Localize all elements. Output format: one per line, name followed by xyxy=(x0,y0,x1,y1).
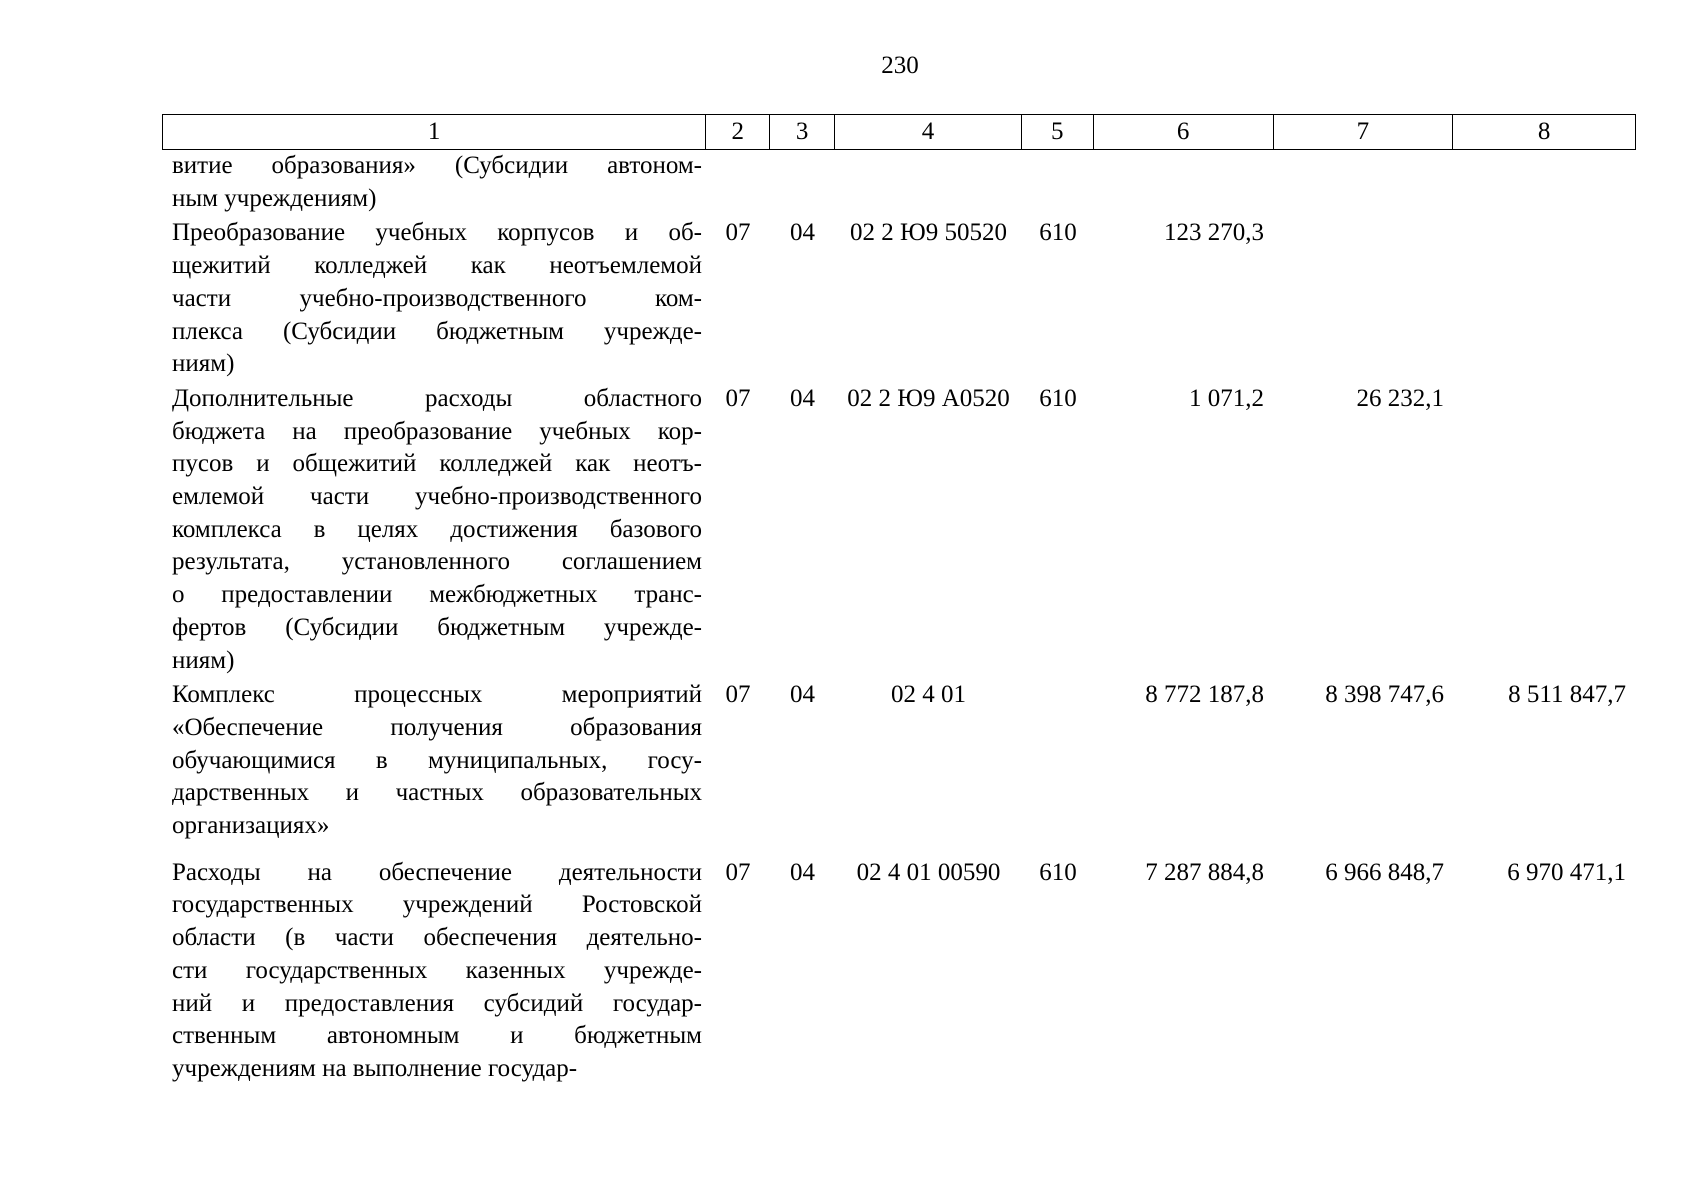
amount-year-1 xyxy=(1094,150,1274,215)
target-article-code: 02 2 Ю9 50520 xyxy=(850,219,1007,247)
amount-year-2: 8 398 747,6 xyxy=(1325,681,1444,709)
amount-year-1: 1 071,2 xyxy=(1189,384,1264,412)
header-col-2: 2 xyxy=(706,115,770,149)
table-row xyxy=(162,679,1636,843)
description-line: Дополнительные расходы областного xyxy=(172,384,702,412)
header-col-6: 6 xyxy=(1094,115,1274,149)
header-col-4: 4 xyxy=(835,115,1022,149)
table-row xyxy=(162,150,1636,215)
amount-year-3 xyxy=(1454,383,1636,677)
amount-year-1: 7 287 884,8 xyxy=(1145,858,1264,886)
table-body xyxy=(162,150,1636,1086)
description-line: ниям) xyxy=(172,646,235,674)
row-description xyxy=(162,383,706,677)
description-line: организациях» xyxy=(172,812,330,840)
description-line: о предоставлении межбюджетных транс- xyxy=(172,581,702,609)
description-line: «Обеспечение получения образования xyxy=(172,713,702,741)
description-line: Расходы на обеспечение деятельности xyxy=(172,858,702,886)
expense-type-code: 610 xyxy=(1039,858,1077,886)
description-line: Комплекс процессных мероприятий xyxy=(172,681,702,709)
amount-year-2: 26 232,1 xyxy=(1356,384,1444,412)
description-line: ниям) xyxy=(172,350,235,378)
section-code: 07 xyxy=(725,681,751,709)
row-description xyxy=(162,217,706,381)
target-article-code: 02 4 01 xyxy=(891,681,966,709)
header-col-8: 8 xyxy=(1537,118,1551,145)
table-row xyxy=(162,857,1636,1086)
expense-type-code: 610 xyxy=(1039,384,1077,412)
description-line: дарственных и частных образовательных xyxy=(172,779,702,807)
table-header-row xyxy=(162,114,1636,150)
header-col-3: 3 xyxy=(770,115,835,149)
row-description xyxy=(162,150,706,215)
subsection-code: 04 xyxy=(790,858,815,886)
subsection-code xyxy=(770,150,835,215)
description-line: пусов и общежитий колледжей как неотъ- xyxy=(172,450,702,478)
description-line: щежитий колледжей как неотъемлемой xyxy=(172,252,702,280)
description-line: учреждениям на выполнение государ- xyxy=(172,1054,578,1082)
description-line: обучающимися в муниципальных, госу- xyxy=(172,746,702,774)
table-row xyxy=(162,383,1636,677)
description-line: части учебно-производственного ком- xyxy=(172,284,702,312)
header-col-7: 7 xyxy=(1274,115,1454,149)
amount-year-3: 6 970 471,1 xyxy=(1507,858,1626,886)
description-line: витие образования» (Субсидии автоном- xyxy=(172,152,702,179)
expense-type-code: 610 xyxy=(1039,219,1077,247)
table-row xyxy=(162,217,1636,381)
amount-year-3 xyxy=(1454,217,1636,381)
description-line: ным учреждениям) xyxy=(172,184,377,212)
amount-year-1: 8 772 187,8 xyxy=(1145,681,1264,709)
description-line: емлемой части учебно-производственного xyxy=(172,483,702,511)
subsection-code: 04 xyxy=(790,681,815,709)
amount-year-3: 8 511 847,7 xyxy=(1508,681,1626,709)
amount-year-2 xyxy=(1274,150,1454,215)
description-line: фертов (Субсидии бюджетным учрежде- xyxy=(172,613,702,641)
description-line: области (в части обеспечения деятельно- xyxy=(172,924,702,952)
description-line: результата, установленного соглашением xyxy=(172,548,702,576)
amount-year-2 xyxy=(1274,217,1454,381)
description-line: бюджета на преобразование учебных кор- xyxy=(172,417,702,445)
budget-table xyxy=(162,114,1636,1086)
header-col-1: 1 xyxy=(163,115,706,149)
subsection-code: 04 xyxy=(790,219,815,247)
description-line: государственных учреждений Ростовской xyxy=(172,891,702,919)
amount-year-3 xyxy=(1454,150,1636,215)
header-col-5: 5 xyxy=(1022,115,1094,149)
page-number: 230 xyxy=(881,52,919,79)
description-line: ний и предоставления субсидий государ- xyxy=(172,989,702,1017)
description-line: плекса (Субсидии бюджетным учрежде- xyxy=(172,317,702,345)
description-line: Преобразование учебных корпусов и об- xyxy=(172,219,702,247)
target-article-code: 02 4 01 00590 xyxy=(856,858,1001,886)
description-line: сти государственных казенных учрежде- xyxy=(172,956,702,984)
section-code xyxy=(706,150,770,215)
subsection-code: 04 xyxy=(790,384,815,412)
target-article-code xyxy=(835,150,1022,215)
description-line: комплекса в целях достижения базового xyxy=(172,515,702,543)
row-description xyxy=(162,857,706,1086)
expense-type-code xyxy=(1022,679,1094,843)
expense-type-code xyxy=(1022,150,1094,215)
section-code: 07 xyxy=(725,384,751,412)
row-description xyxy=(162,679,706,843)
amount-year-2: 6 966 848,7 xyxy=(1325,858,1444,886)
section-code: 07 xyxy=(725,219,751,247)
section-code: 07 xyxy=(725,858,751,886)
amount-year-1: 123 270,3 xyxy=(1164,219,1264,247)
target-article-code: 02 2 Ю9 А0520 xyxy=(847,384,1010,412)
description-line: ственным автономным и бюджетным xyxy=(172,1022,702,1050)
